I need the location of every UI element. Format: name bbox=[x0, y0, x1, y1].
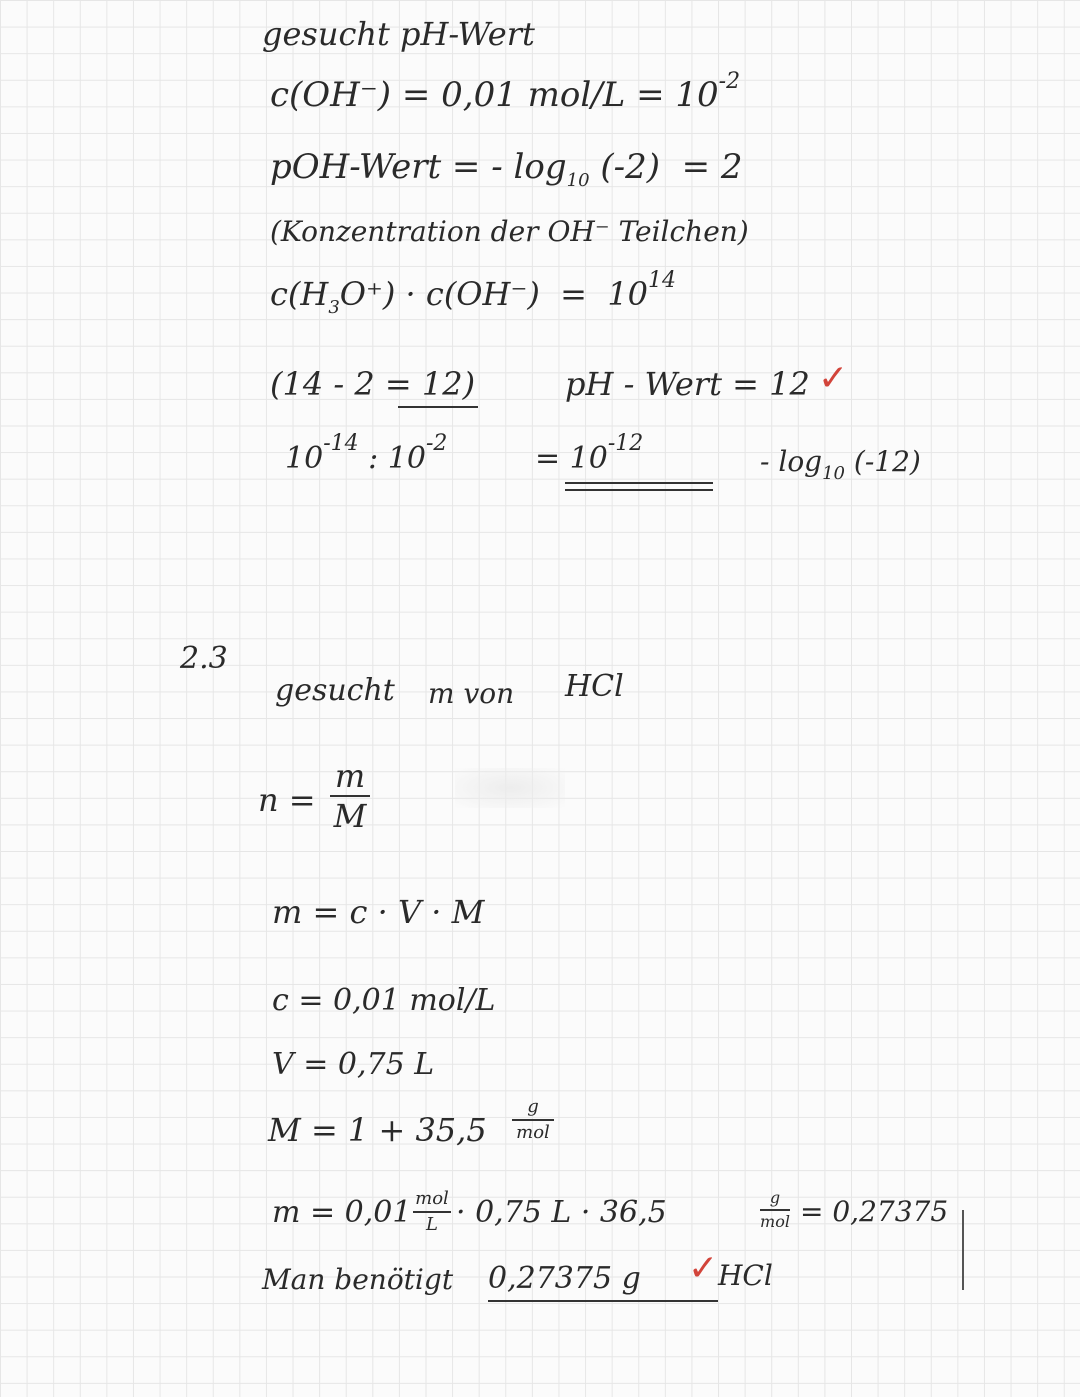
n-formula-fraction: m M bbox=[330, 760, 370, 832]
ph-result: pH - Wert = 12 bbox=[565, 365, 810, 403]
mass-calc-result: = 0,27375 bbox=[800, 1195, 949, 1228]
n-formula-lhs: n = bbox=[258, 781, 316, 819]
neg-log: - $\log_{10} (-12)$ bbox=[760, 445, 921, 484]
exponent-result: = $10^{-12}$ bbox=[535, 431, 644, 476]
mass-calc-unit-1: mol L bbox=[413, 1190, 451, 1234]
double-underline-2 bbox=[565, 489, 713, 491]
exponent-division: $10^{-14}$ : $10^{-2}$ bbox=[285, 431, 448, 476]
heading-ph: gesucht pH-Wert bbox=[262, 15, 535, 53]
check-mark-icon-2: ✓ bbox=[688, 1248, 719, 1289]
sought-label: gesucht bbox=[275, 673, 395, 708]
given-v: V = 0,75 L bbox=[272, 1047, 435, 1082]
mass-calc-b: · 0,75 L · 36,5 bbox=[456, 1195, 667, 1230]
sought-quantity: m von bbox=[428, 677, 515, 710]
underline bbox=[398, 406, 478, 408]
double-underline-1 bbox=[565, 482, 713, 484]
margin-line bbox=[962, 1210, 964, 1290]
oh-concentration: c(OH⁻) = 0,01 $mol/L = 10^{-2}$ bbox=[270, 69, 741, 115]
section-number: 2.3 bbox=[180, 641, 228, 676]
mass-calc-a: m = 0,01 bbox=[272, 1195, 412, 1230]
mass-calc-unit-2: g mol bbox=[760, 1188, 790, 1231]
poh-value: pOH-Wert = - $\log_{10} (-2) = 2$ bbox=[270, 147, 743, 191]
mass-formula: m = c · V · M bbox=[272, 893, 485, 931]
sought-substance: HCl bbox=[565, 669, 624, 704]
eraser-smudge bbox=[455, 768, 565, 808]
answer-label: Man benötigt bbox=[262, 1263, 454, 1296]
concentration-note: (Konzentration der OH⁻ Teilchen) bbox=[270, 215, 749, 248]
given-c: c = 0,01 mol/L bbox=[272, 983, 496, 1018]
answer-underline bbox=[488, 1300, 718, 1302]
given-m-unit: g mol bbox=[512, 1098, 554, 1142]
answer-substance: HCl bbox=[718, 1259, 773, 1292]
subtraction: (14 - 2 = 12) bbox=[270, 365, 476, 403]
given-m: M = 1 + 35,5 bbox=[268, 1111, 487, 1149]
answer-value: 0,27375 g bbox=[488, 1261, 641, 1296]
check-mark-icon: ✓ bbox=[818, 358, 849, 399]
ionic-product: $c(H_3O^+) \cdot c(OH^-) = 10^{14}$ bbox=[270, 268, 677, 318]
